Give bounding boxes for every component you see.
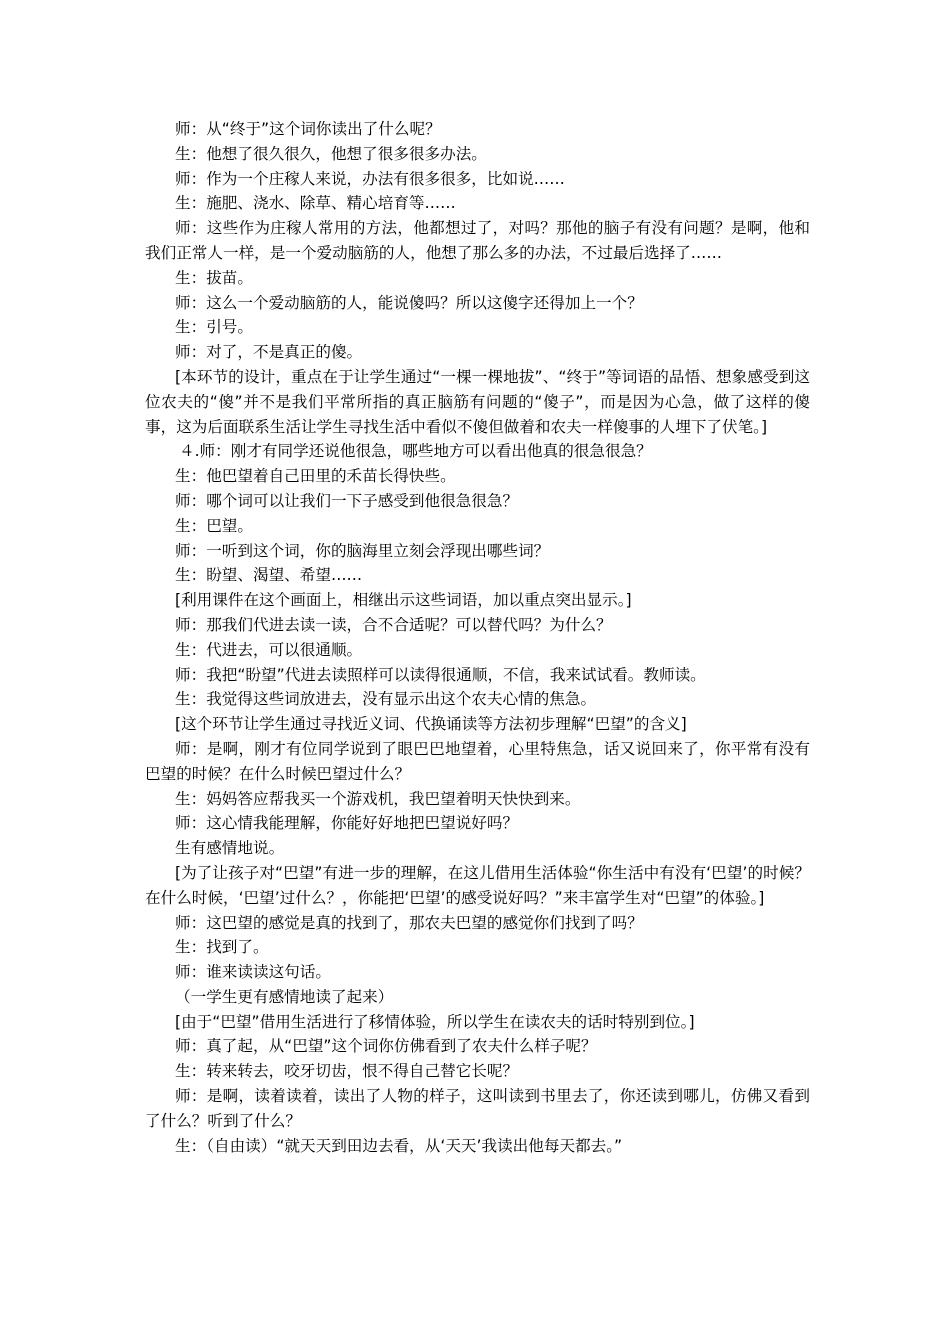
paragraph: 生：找到了。: [175, 938, 269, 957]
paragraph: 师：我把“盼望”代进去读照样可以读得很通顺，不信，我来试试看。教师读。: [175, 665, 706, 684]
paragraph: 生：拔苗。: [175, 268, 253, 287]
paragraph: 师：那我们代进去读一读，合不合适呢？可以替代吗？为什么？: [175, 615, 612, 634]
paragraph: 师：真了起，从“巴望”这个词你仿佛看到了农夫什么样子呢？: [175, 1037, 597, 1056]
paragraph: 师：是啊，读着读着，读出了人物的样子，这叫读到书里去了，你还读到哪儿，仿佛又看到了什么？听到了什么？: [145, 1087, 810, 1130]
paragraph: 师：这些作为庄稼人常用的方法，他都想过了，对吗？那他的脑子有没有问题？是啊，他和我们正常人一样，是一个爱动脑筋的人，他想了那么多的办法，不过最后选择了……: [145, 219, 810, 262]
paragraph: 生：引号。: [175, 318, 253, 337]
paragraph: 生有感情地说。: [175, 839, 285, 858]
paragraph: 师：作为一个庄稼人来说，办法有很多很多，比如说……: [175, 169, 565, 188]
paragraph: 生：转来转去，咬牙切齿，恨不得自己替它长呢？: [175, 1062, 519, 1081]
paragraph: 生：施肥、浇水、除草、精心培育等……: [175, 194, 456, 213]
paragraph: 师：哪个词可以让我们一下子感受到他很急很急？: [175, 491, 519, 510]
paragraph: 师：对了，不是真正的傻。: [175, 343, 363, 362]
paragraph: 生：他巴望着自己田里的禾苗长得快些。: [175, 467, 456, 486]
paragraph: 师：这巴望的感觉是真的找到了，那农夫巴望的感觉你们找到了吗？: [175, 913, 643, 932]
design-note: [为了让孩子对“巴望”有进一步的理解，在这儿借用生活体验“你生活中有没有‘巴望’的时候？在什么时候，‘巴望’过什么？，你能把‘巴望’的感受说好吗？”来丰富学生对“巴望”的体验。]: [145, 863, 810, 907]
design-note: [本环节的设计，重点在于让学生通过“一棵一棵地拔”、“终于”等词语的品悟、想象感受到这位农夫的“傻”并不是我们平常所指的真正脑筋有问题的“傻子”，而是因为心急，做了这样的傻事，这为后面联系生活让学生寻找生活中看似不傻但做着和农夫一样傻事的人埋下了伏笔。]: [145, 367, 810, 436]
paragraph: 师：这么一个爱动脑筋的人，能说傻吗？所以这傻字还得加上一个？: [175, 293, 643, 312]
paragraph: （一学生更有感情地读了起来）: [175, 987, 394, 1006]
design-note: [由于“巴望”借用生活进行了移情体验，所以学生在读农夫的话时特别到位。]: [175, 1012, 695, 1031]
paragraph: 生：我觉得这些词放进去，没有显示出这个农夫心情的焦急。: [175, 690, 597, 709]
paragraph: 生：代进去，可以很通顺。: [175, 640, 363, 659]
design-note: [这个环节让学生通过寻找近义词、代换诵读等方法初步理解“巴望”的含义]: [175, 715, 687, 734]
paragraph: 生：盼望、渴望、希望……: [175, 566, 363, 585]
section-heading: ４.师：刚才有同学还说他很急，哪些地方可以看出他真的很急很急？: [179, 442, 652, 461]
design-note: [利用课件在这个画面上，相继出示这些词语，加以重点突出显示。]: [175, 591, 632, 610]
document-page: [145, 117, 810, 1158]
paragraph: 生：（自由读）“就天天到田边去看，从‘天天’我读出他每天都去。”: [175, 1136, 623, 1155]
paragraph: 生：他想了很久很久，他想了很多很多办法。: [175, 144, 487, 163]
paragraph: 师：是啊，刚才有位同学说到了眼巴巴地望着，心里特焦急，话又说回来了，你平常有没有巴望的时候？在什么时候巴望过什么？: [145, 739, 810, 783]
paragraph: 师：这心情我能理解，你能好好地把巴望说好吗？: [175, 814, 519, 833]
paragraph: 师：谁来读读这句话。: [175, 963, 331, 982]
paragraph: 生：巴望。: [175, 516, 253, 535]
paragraph: 师：一听到这个词，你的脑海里立刻会浮现出哪些词？: [175, 541, 550, 560]
paragraph: 师：从“终于”这个词你读出了什么呢？: [175, 120, 441, 138]
paragraph: 生：妈妈答应帮我买一个游戏机，我巴望着明天快快到来。: [175, 789, 581, 808]
